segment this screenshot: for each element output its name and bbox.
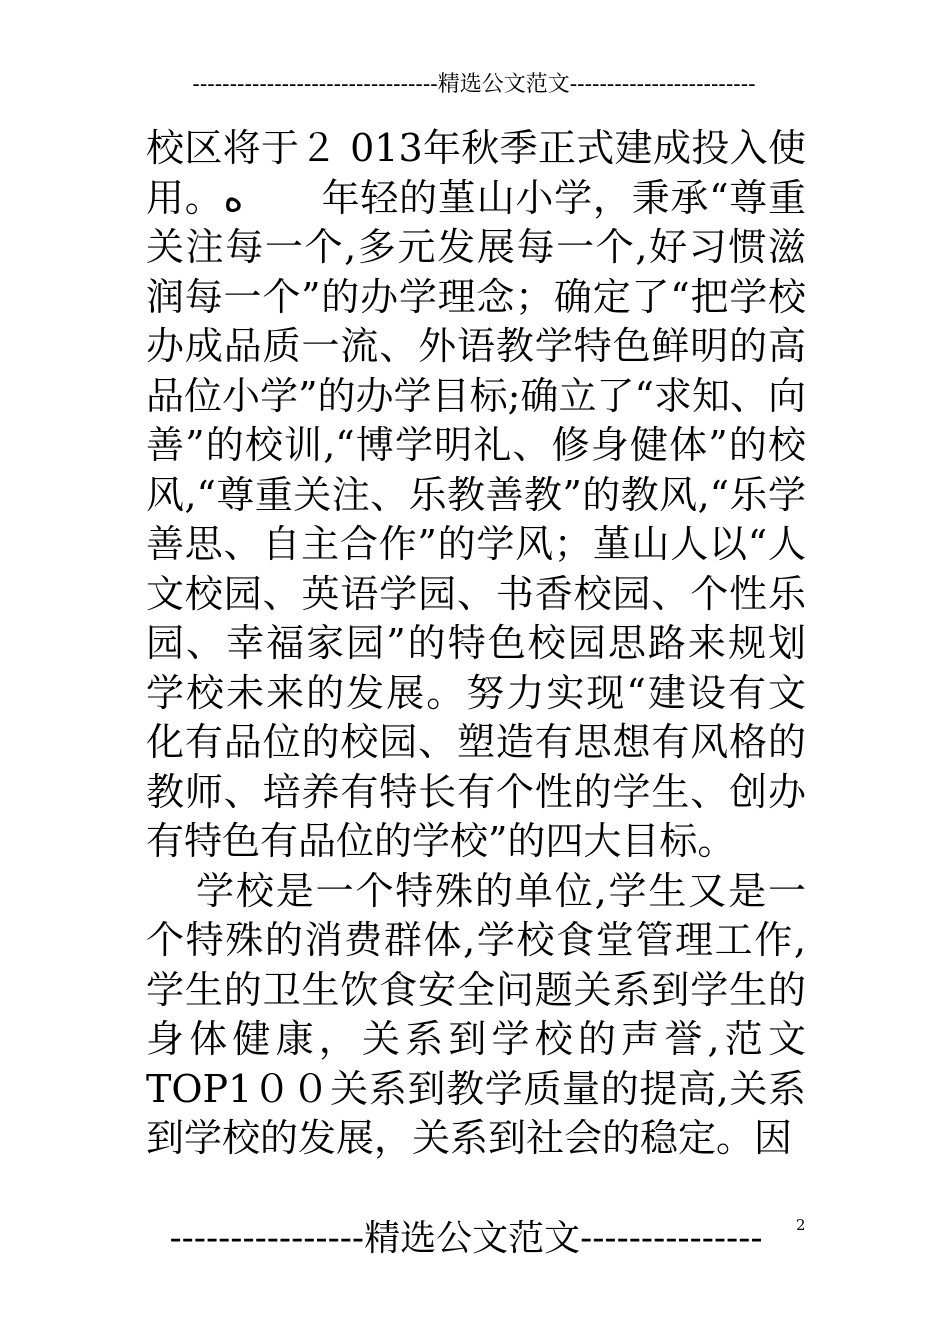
page-number: 2	[796, 1216, 806, 1234]
paragraph-school-intro: 校区将于２ 013年秋季正式建成投入使用。ﻩ 年轻的堇山小学，秉承“尊重关注每一个,多元发展每一个,好习惯滋润每一个”的办学理念；确定了“把学校办成品质一流、外语教学特色鲜明的高品位小学”的办学目标;确立了“求知、向善”的校训,“博学明礼、修身健体”的校风,“尊重关注、乐教善教”的教风,“乐学善思、自主合作”的学风；堇山人以“人文校园、英语学园、书香校园、个性乐园、幸福家园”的特色校园思路来规划学校未来的发展。努力实现“建设有文化有品位的校园、塑造有思想有风格的教师、培养有特长有个性的学生、创办有特色有品位的学校”的四大目标。	[146, 126, 806, 863]
page-header: ---------------------------------精选公文范文-------------------------	[192, 72, 756, 97]
document-body	[146, 124, 806, 1164]
paragraph-canteen-management: 学校是一个特殊的单位,学生又是一个特殊的消费群体,学校食堂管理工作,学生的卫生饮食安全问题关系到学生的身体健康，关系到学校的声誉,范文TOP1００关系到教学质量的提高,关系到学校的发展，关系到社会的稳定。因	[146, 868, 806, 1160]
page-footer: ----------------精选公文范文---------------	[169, 1218, 763, 1259]
